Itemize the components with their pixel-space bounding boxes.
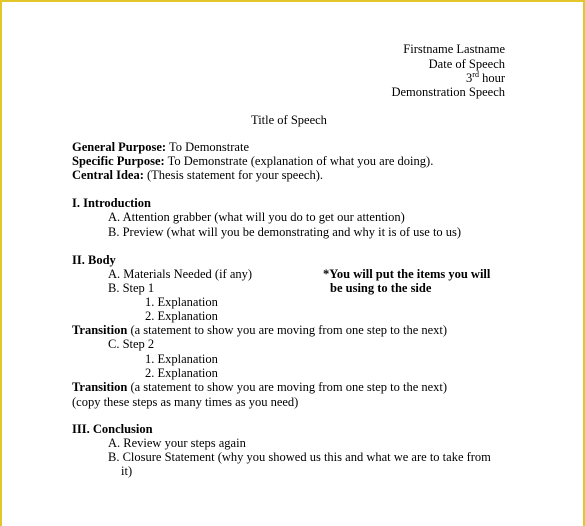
intro-attention-grabber: A. Attention grabber (what will you do to get our attention) [108, 210, 405, 224]
transition-1-label: Transition [72, 323, 128, 337]
transition-1-text: (a statement to show you are moving from one step to the next) [127, 323, 448, 337]
introduction-heading: I. Introduction [72, 196, 151, 210]
class-hour-word: hour [478, 71, 505, 85]
general-purpose-label: General Purpose: [72, 140, 167, 154]
step2-explanation-1: 1. Explanation [145, 352, 218, 366]
intro-preview: B. Preview (what will you be demonstrating and why it is of use to us) [108, 225, 462, 239]
body-materials: A. Materials Needed (if any) [108, 267, 253, 281]
class-hour-suffix: rd [472, 70, 479, 79]
transition-2 [72, 380, 447, 394]
class-hour-number: 3 [466, 71, 473, 85]
transition-2-label: Transition [72, 380, 128, 394]
transition-1 [72, 323, 447, 337]
speech-type: Demonstration Speech [391, 85, 505, 99]
author-name: Firstname Lastname [403, 42, 505, 56]
speech-date: Date of Speech [428, 57, 505, 71]
specific-purpose-label: Specific Purpose: [72, 154, 165, 168]
conclusion-closure: B. Closure Statement (why you showed us this and what we are to take from [108, 450, 491, 464]
body-side-note-line2: be using to the side [330, 281, 432, 295]
step1-explanation-2: 2. Explanation [145, 309, 218, 323]
speech-title: Title of Speech [251, 113, 327, 127]
general-purpose-text: To Demonstrate [166, 140, 249, 154]
transition-2-text: (a statement to show you are moving from one step to the next) [127, 380, 448, 394]
conclusion-review: A. Review your steps again [108, 436, 246, 450]
central-idea-text: (Thesis statement for your speech). [143, 168, 323, 182]
conclusion-heading: III. Conclusion [72, 422, 153, 436]
specific-purpose [72, 154, 433, 168]
body-heading: II. Body [72, 253, 116, 267]
class-hour [466, 71, 505, 85]
copy-steps-note: (copy these steps as many times as you need) [72, 395, 299, 409]
step1-explanation-1: 1. Explanation [145, 295, 218, 309]
central-idea-label: Central Idea: [72, 168, 144, 182]
body-step-2: C. Step 2 [108, 337, 155, 351]
conclusion-closure-continued: it) [121, 464, 133, 478]
specific-purpose-text: To Demonstrate (explanation of what you are doing). [164, 154, 434, 168]
body-side-note-line1: *You will put the items you will [323, 267, 491, 281]
step2-explanation-2: 2. Explanation [145, 366, 218, 380]
body-step-1: B. Step 1 [108, 281, 155, 295]
central-idea [72, 168, 323, 182]
general-purpose [72, 140, 249, 154]
